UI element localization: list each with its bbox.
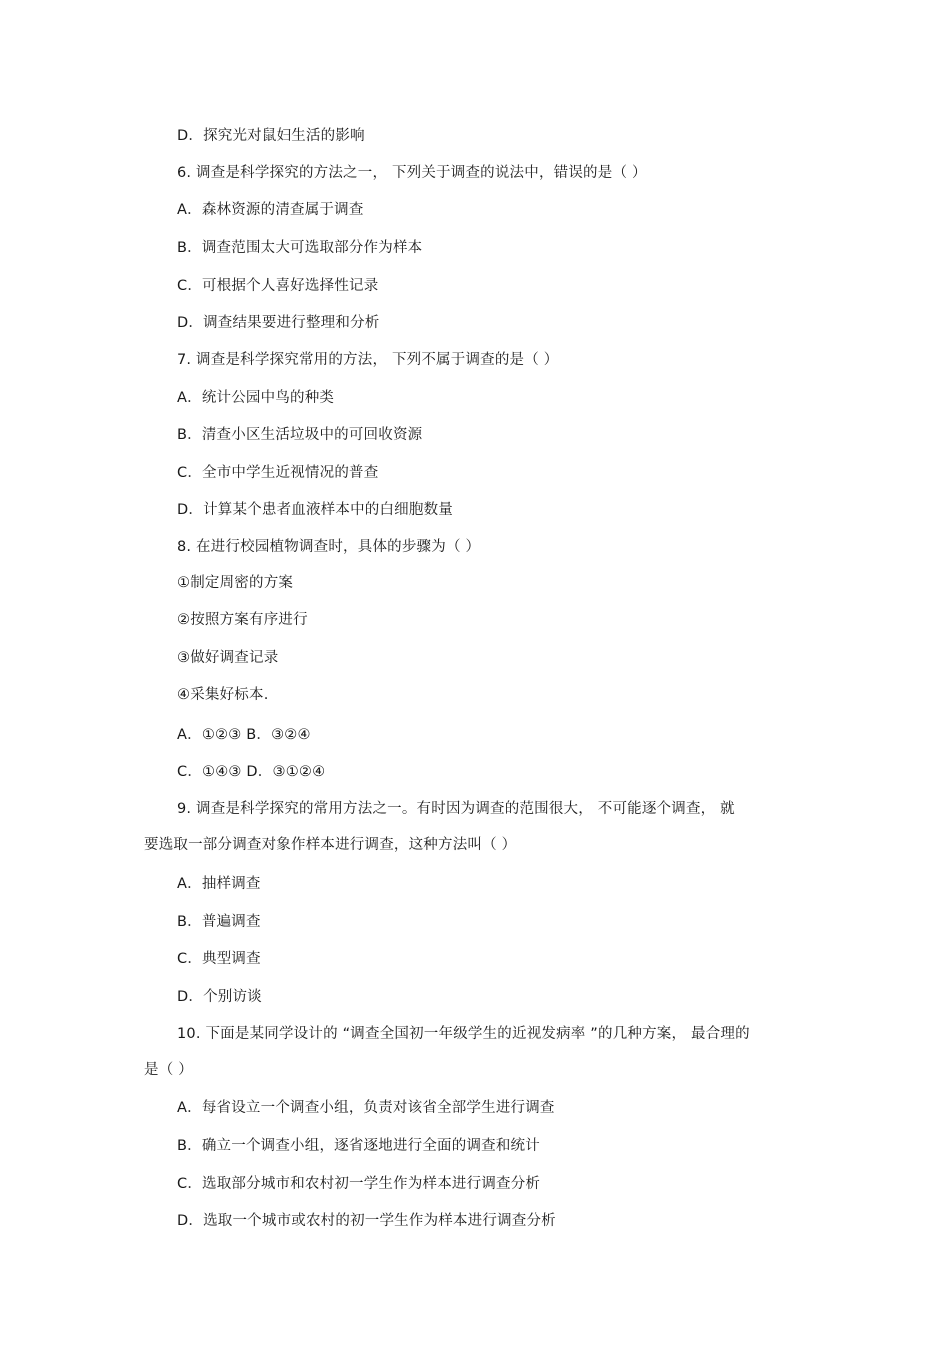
q8-options-cd: C．①④③ D．③①②④ [177,764,326,780]
q8-options-ab: A．①②③ B．③②④ [177,727,311,743]
q10-stem-line-2: 是（ ） [144,1062,193,1078]
q8-step-4: ④采集好标本. [177,687,269,703]
q8-step-3: ③做好调查记录 [177,650,279,666]
q8-step-1: ①制定周密的方案 [177,575,294,591]
q7-option-b: B．清查小区生活垃圾中的可回收资源 [177,427,423,443]
q10-option-d: D．选取一个城市或农村的初一学生作为样本进行调查分析 [177,1213,556,1229]
q9-stem-line-1: 9. 调查是科学探究的常用方法之一。有时因为调查的范围很大， 不可能逐个调查， 就 [177,801,735,817]
q9-stem-line-2: 要选取一部分调查对象作样本进行调查，这种方法叫（ ） [144,837,517,853]
q6-option-a: A．森林资源的清查属于调查 [177,202,364,218]
q10-option-a: A．每省设立一个调查小组，负责对该省全部学生进行调查 [177,1100,555,1116]
q7-option-c: C．全市中学生近视情况的普查 [177,465,379,481]
q7-stem: 7. 调查是科学探究常用的方法， 下列不属于调查的是（ ） [177,352,559,368]
q8-step-2: ②按照方案有序进行 [177,612,308,628]
q10-option-c: C．选取部分城市和农村初一学生作为样本进行调查分析 [177,1176,541,1192]
q8-stem: 8. 在进行校园植物调查时，具体的步骤为（ ） [177,539,481,555]
q10-stem-line-1: 10. 下面是某同学设计的 “调查全国初一年级学生的近视发病率 ”的几种方案， 最合理的 [177,1026,750,1042]
q9-option-c: C．典型调查 [177,951,261,967]
q10-option-b: B．确立一个调查小组，逐省逐地进行全面的调查和统计 [177,1138,540,1154]
q9-option-a: A．抽样调查 [177,876,261,892]
q5-option-d: D．探究光对鼠妇生活的影响 [177,128,365,144]
q6-option-c: C．可根据个人喜好选择性记录 [177,278,379,294]
q6-stem: 6. 调查是科学探究的方法之一， 下列关于调查的说法中，错误的是（ ） [177,165,647,181]
q9-option-d: D．个别访谈 [177,989,262,1005]
q7-option-a: A．统计公园中鸟的种类 [177,390,335,406]
q6-option-b: B．调查范围太大可选取部分作为样本 [177,240,423,256]
q9-option-b: B．普遍调查 [177,914,261,930]
q6-option-d: D．调查结果要进行整理和分析 [177,315,380,331]
q7-option-d: D．计算某个患者血液样本中的白细胞数量 [177,502,453,518]
